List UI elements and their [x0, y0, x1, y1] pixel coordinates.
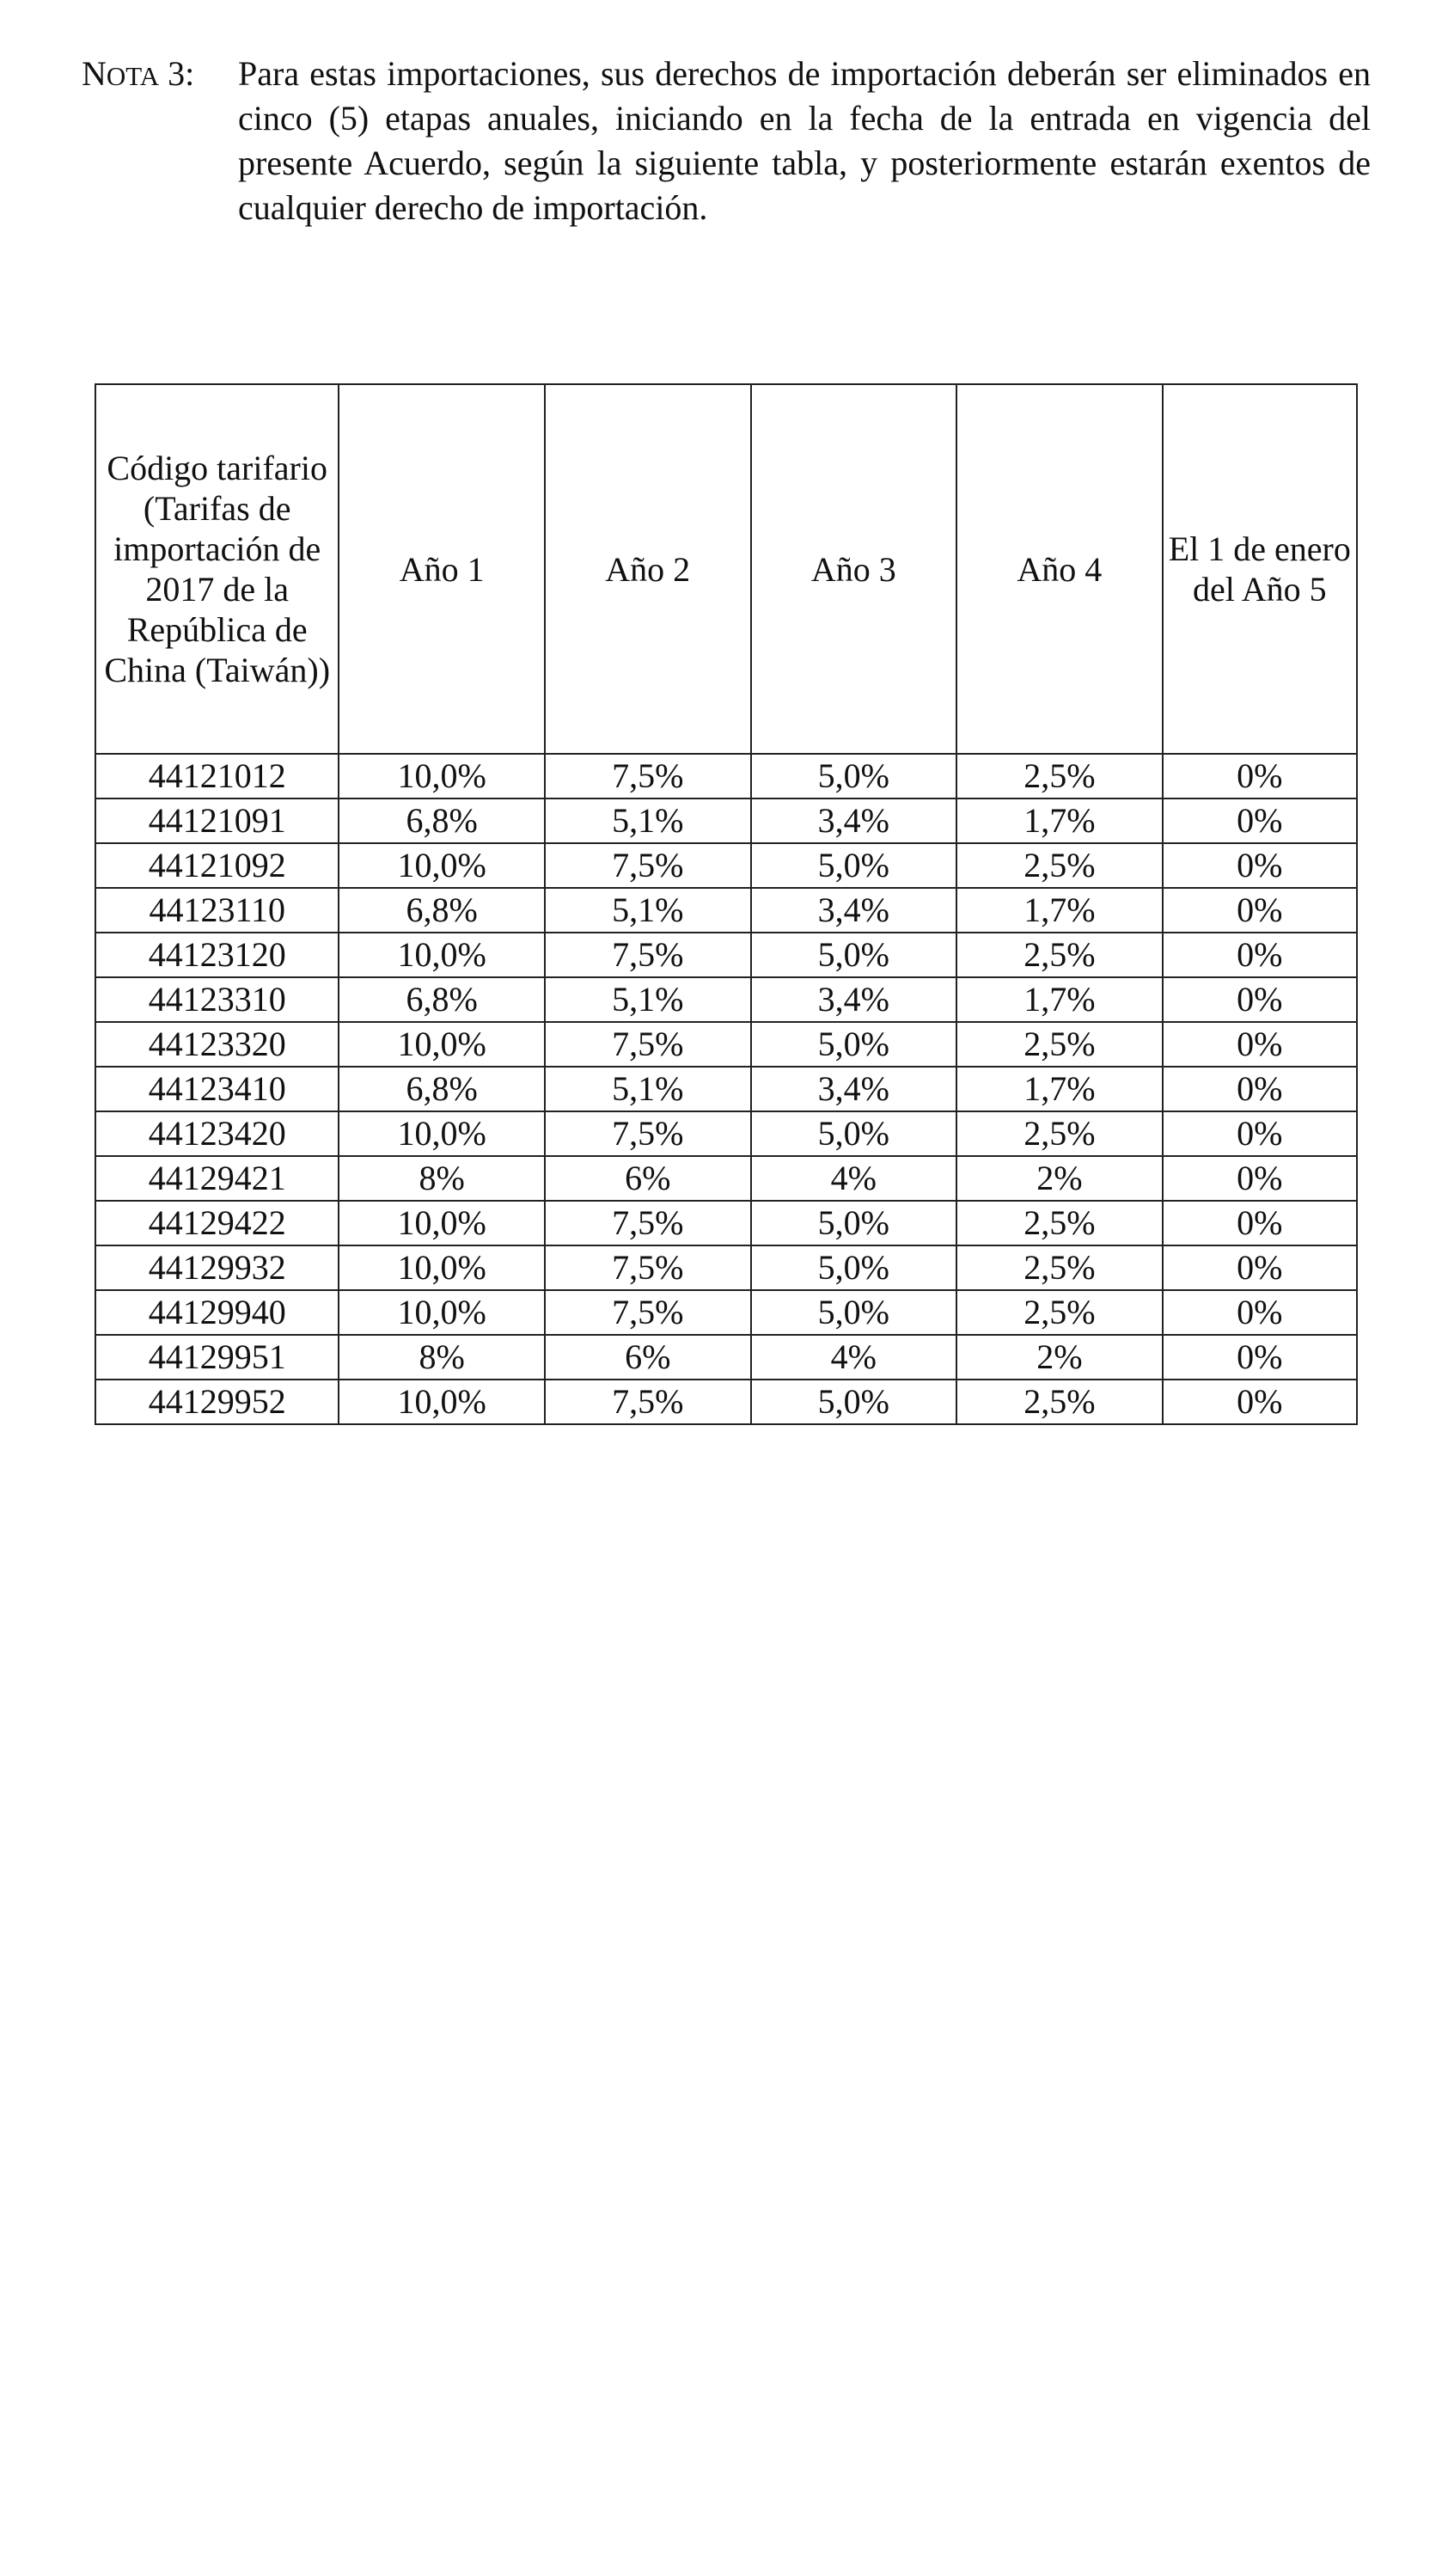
cell-year-3: 5,0%: [751, 754, 957, 798]
cell-year-5: 0%: [1163, 1067, 1357, 1111]
table-row: [95, 1201, 1357, 1245]
table-row: [95, 1290, 1357, 1335]
table-row: [95, 977, 1357, 1022]
cell-tariff-code: 44129932: [95, 1245, 339, 1290]
header-year-4: Año 4: [956, 384, 1163, 754]
header-year-3: Año 3: [751, 384, 957, 754]
cell-tariff-code: 44123110: [95, 888, 339, 933]
cell-year-5: 0%: [1163, 933, 1357, 977]
cell-year-5: 0%: [1163, 754, 1357, 798]
table-row: [95, 843, 1357, 888]
table-row: [95, 1111, 1357, 1156]
cell-year-4: 1,7%: [956, 888, 1163, 933]
cell-tariff-code: 44123320: [95, 1022, 339, 1067]
header-tariff-code: Código tarifario (Tarifas de importación de 2017 de la República de China (Taiwán)): [95, 384, 339, 754]
cell-year-4: 1,7%: [956, 977, 1163, 1022]
cell-year-5: 0%: [1163, 1156, 1357, 1201]
cell-year-1: 10,0%: [339, 1290, 545, 1335]
table-row: [95, 754, 1357, 798]
cell-year-1: 8%: [339, 1156, 545, 1201]
cell-tariff-code: 44123310: [95, 977, 339, 1022]
cell-year-5: 0%: [1163, 888, 1357, 933]
cell-year-5: 0%: [1163, 1335, 1357, 1380]
cell-year-3: 4%: [751, 1335, 957, 1380]
table-row: [95, 888, 1357, 933]
cell-year-2: 5,1%: [545, 888, 751, 933]
cell-year-1: 10,0%: [339, 1201, 545, 1245]
cell-year-1: 10,0%: [339, 1022, 545, 1067]
cell-year-3: 5,0%: [751, 933, 957, 977]
header-year-1: Año 1: [339, 384, 545, 754]
cell-year-3: 5,0%: [751, 1022, 957, 1067]
cell-year-5: 0%: [1163, 977, 1357, 1022]
cell-year-3: 5,0%: [751, 1290, 957, 1335]
cell-year-5: 0%: [1163, 1290, 1357, 1335]
cell-year-3: 3,4%: [751, 1067, 957, 1111]
cell-year-2: 7,5%: [545, 1022, 751, 1067]
cell-year-5: 0%: [1163, 843, 1357, 888]
cell-tariff-code: 44129940: [95, 1290, 339, 1335]
cell-tariff-code: 44123420: [95, 1111, 339, 1156]
cell-year-5: 0%: [1163, 1245, 1357, 1290]
cell-year-4: 2,5%: [956, 1290, 1163, 1335]
table-row: [95, 1245, 1357, 1290]
cell-year-5: 0%: [1163, 1201, 1357, 1245]
header-year-2: Año 2: [545, 384, 751, 754]
table-row: [95, 1022, 1357, 1067]
cell-year-2: 5,1%: [545, 1067, 751, 1111]
cell-year-1: 10,0%: [339, 754, 545, 798]
cell-year-2: 5,1%: [545, 798, 751, 843]
cell-year-5: 0%: [1163, 1022, 1357, 1067]
note-label: [82, 52, 228, 99]
cell-year-4: 2%: [956, 1156, 1163, 1201]
cell-year-2: 7,5%: [545, 1111, 751, 1156]
cell-year-4: 1,7%: [956, 1067, 1163, 1111]
cell-year-1: 10,0%: [339, 1245, 545, 1290]
note-label-rest: OTA: [106, 61, 160, 91]
cell-tariff-code: 44129952: [95, 1380, 339, 1424]
cell-year-3: 5,0%: [751, 843, 957, 888]
cell-year-3: 5,0%: [751, 1201, 957, 1245]
cell-year-4: 2,5%: [956, 1022, 1163, 1067]
cell-year-2: 7,5%: [545, 1380, 751, 1424]
cell-year-4: 2,5%: [956, 754, 1163, 798]
cell-tariff-code: 44123410: [95, 1067, 339, 1111]
table-header-row: [95, 384, 1357, 754]
cell-year-4: 2,5%: [956, 1111, 1163, 1156]
table-row: [95, 1067, 1357, 1111]
cell-year-2: 6%: [545, 1156, 751, 1201]
cell-year-1: 6,8%: [339, 977, 545, 1022]
cell-year-1: 10,0%: [339, 1111, 545, 1156]
cell-year-2: 6%: [545, 1335, 751, 1380]
cell-year-3: 5,0%: [751, 1380, 957, 1424]
cell-year-2: 7,5%: [545, 1201, 751, 1245]
table-row: [95, 1380, 1357, 1424]
table-row: [95, 1156, 1357, 1201]
cell-year-1: 6,8%: [339, 798, 545, 843]
cell-year-1: 10,0%: [339, 843, 545, 888]
cell-year-4: 2,5%: [956, 933, 1163, 977]
note-label-number: 3:: [159, 54, 195, 93]
cell-year-4: 2,5%: [956, 1380, 1163, 1424]
cell-year-3: 5,0%: [751, 1245, 957, 1290]
cell-tariff-code: 44121092: [95, 843, 339, 888]
table-body: [95, 754, 1357, 1424]
table-row: [95, 933, 1357, 977]
cell-year-5: 0%: [1163, 1380, 1357, 1424]
cell-year-2: 7,5%: [545, 933, 751, 977]
table-row: [95, 1335, 1357, 1380]
cell-year-2: 7,5%: [545, 754, 751, 798]
note-label-initial: N: [82, 54, 107, 93]
tariff-schedule-table: [95, 383, 1358, 1425]
cell-year-4: 2,5%: [956, 843, 1163, 888]
cell-year-1: 10,0%: [339, 1380, 545, 1424]
cell-year-1: 8%: [339, 1335, 545, 1380]
cell-tariff-code: 44123120: [95, 933, 339, 977]
cell-year-2: 7,5%: [545, 1290, 751, 1335]
cell-year-1: 10,0%: [339, 933, 545, 977]
cell-year-3: 3,4%: [751, 798, 957, 843]
cell-tariff-code: 44129422: [95, 1201, 339, 1245]
note-paragraph: [82, 52, 1371, 230]
cell-year-3: 3,4%: [751, 977, 957, 1022]
cell-year-4: 2%: [956, 1335, 1163, 1380]
cell-tariff-code: 44121091: [95, 798, 339, 843]
cell-year-5: 0%: [1163, 1111, 1357, 1156]
cell-year-2: 7,5%: [545, 843, 751, 888]
cell-year-1: 6,8%: [339, 888, 545, 933]
cell-tariff-code: 44121012: [95, 754, 339, 798]
cell-year-2: 5,1%: [545, 977, 751, 1022]
cell-tariff-code: 44129421: [95, 1156, 339, 1201]
cell-year-3: 5,0%: [751, 1111, 957, 1156]
cell-year-3: 3,4%: [751, 888, 957, 933]
cell-year-1: 6,8%: [339, 1067, 545, 1111]
cell-year-3: 4%: [751, 1156, 957, 1201]
cell-year-4: 2,5%: [956, 1201, 1163, 1245]
cell-year-4: 1,7%: [956, 798, 1163, 843]
cell-year-5: 0%: [1163, 798, 1357, 843]
cell-year-4: 2,5%: [956, 1245, 1163, 1290]
header-year-5: El 1 de enero del Año 5: [1163, 384, 1357, 754]
note-text: Para estas importaciones, sus derechos de importación deberán ser eliminados en cinco (5) etapas anuales, iniciando en la fecha de la entrada en vigencia del presente Acuerdo, según la siguiente tabla, y posteriormente estarán exentos de cualquier derecho de importación.: [238, 54, 1371, 227]
cell-tariff-code: 44129951: [95, 1335, 339, 1380]
cell-year-2: 7,5%: [545, 1245, 751, 1290]
table-row: [95, 798, 1357, 843]
